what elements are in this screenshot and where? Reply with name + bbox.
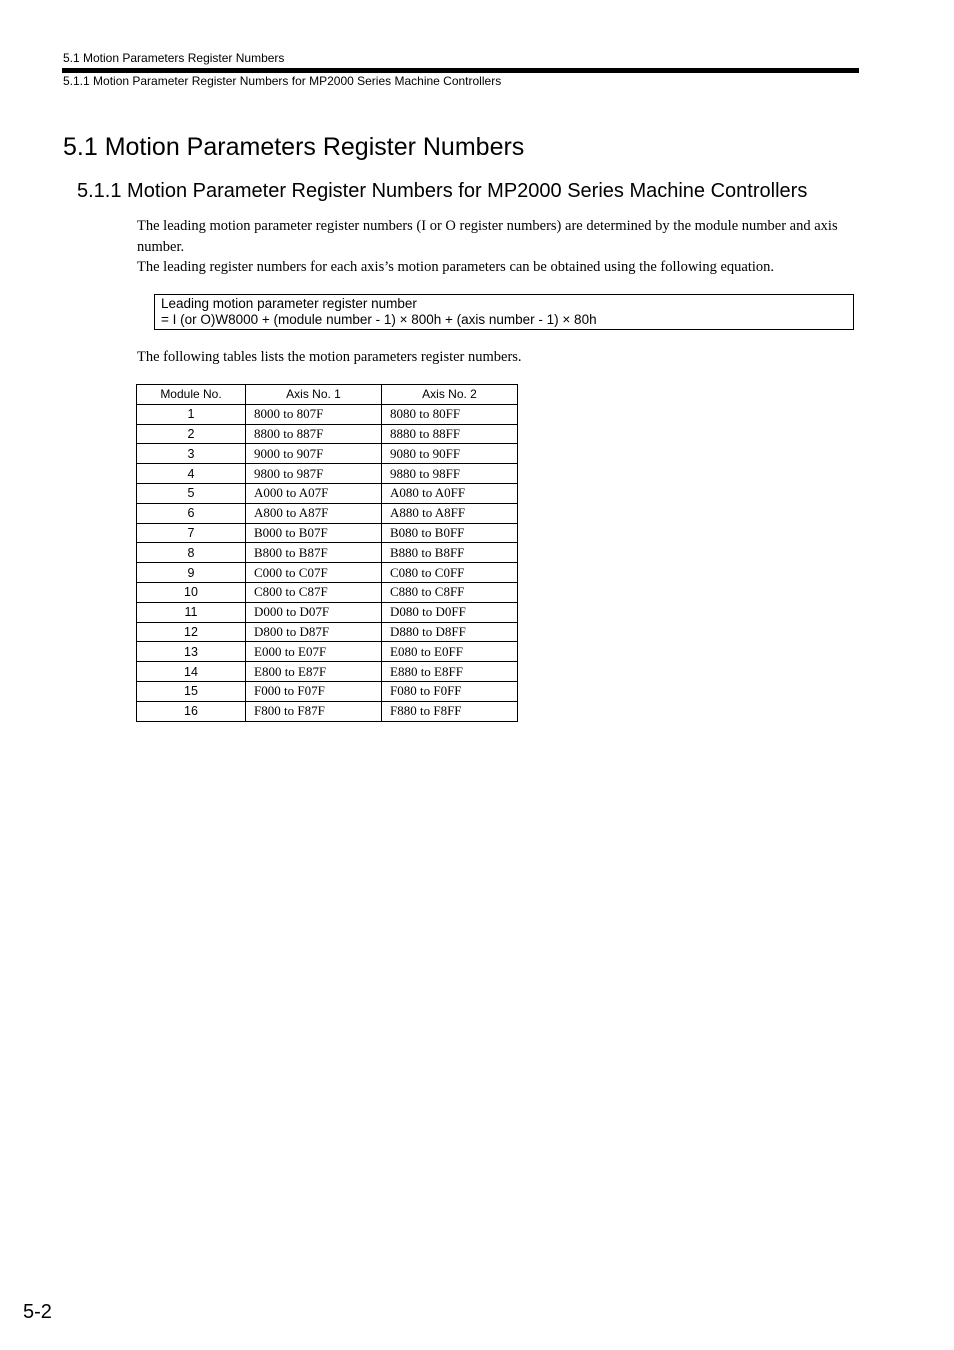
module-no-cell: 13 bbox=[137, 642, 246, 662]
table-row bbox=[137, 444, 518, 464]
register-table bbox=[136, 384, 518, 722]
axis-1-range-cell: F000 to F07F bbox=[246, 681, 382, 701]
axis-2-range-cell: E080 to E0FF bbox=[382, 642, 518, 662]
axis-2-range-cell: C080 to C0FF bbox=[382, 563, 518, 583]
equation-line-1: Leading motion parameter register number bbox=[161, 296, 417, 311]
axis-2-range-cell: C880 to C8FF bbox=[382, 582, 518, 602]
axis-2-range-cell: 9880 to 98FF bbox=[382, 464, 518, 484]
module-no-cell: 10 bbox=[137, 582, 246, 602]
header-rule bbox=[62, 68, 859, 73]
header-axis-2: Axis No. 2 bbox=[382, 385, 518, 405]
running-header-section: 5.1 Motion Parameters Register Numbers bbox=[63, 51, 285, 65]
section-heading: 5.1 Motion Parameters Register Numbers bbox=[63, 133, 525, 161]
table-row bbox=[137, 503, 518, 523]
table-row bbox=[137, 622, 518, 642]
axis-2-range-cell: F080 to F0FF bbox=[382, 681, 518, 701]
axis-1-range-cell: D000 to D07F bbox=[246, 602, 382, 622]
table-row bbox=[137, 602, 518, 622]
module-no-cell: 12 bbox=[137, 622, 246, 642]
axis-2-range-cell: A880 to A8FF bbox=[382, 503, 518, 523]
axis-1-range-cell: 9800 to 987F bbox=[246, 464, 382, 484]
module-no-cell: 16 bbox=[137, 701, 246, 721]
table-row bbox=[137, 424, 518, 444]
axis-2-range-cell: 8080 to 80FF bbox=[382, 404, 518, 424]
intro-paragraph bbox=[137, 216, 852, 278]
intro-line-2: The leading register numbers for each axis’s motion parameters can be obtained using the following equation. bbox=[137, 259, 775, 275]
axis-1-range-cell: F800 to F87F bbox=[246, 701, 382, 721]
axis-2-range-cell: A080 to A0FF bbox=[382, 483, 518, 503]
header-module-no: Module No. bbox=[137, 385, 246, 405]
table-row bbox=[137, 662, 518, 682]
equation-line-2: = I (or O)W8000 + (module number - 1) × 800h + (axis number - 1) × 80h bbox=[161, 312, 597, 327]
table-intro: The following tables lists the motion parameters register numbers. bbox=[137, 349, 522, 365]
table-row bbox=[137, 543, 518, 563]
axis-2-range-cell: B080 to B0FF bbox=[382, 523, 518, 543]
module-no-cell: 6 bbox=[137, 503, 246, 523]
axis-1-range-cell: C000 to C07F bbox=[246, 563, 382, 583]
module-no-cell: 8 bbox=[137, 543, 246, 563]
module-no-cell: 9 bbox=[137, 563, 246, 583]
running-header-subsection: 5.1.1 Motion Parameter Register Numbers for MP2000 Series Machine Controllers bbox=[63, 74, 502, 88]
axis-2-range-cell: E880 to E8FF bbox=[382, 662, 518, 682]
axis-1-range-cell: B800 to B87F bbox=[246, 543, 382, 563]
axis-1-range-cell: E000 to E07F bbox=[246, 642, 382, 662]
axis-2-range-cell: 9080 to 90FF bbox=[382, 444, 518, 464]
module-no-cell: 4 bbox=[137, 464, 246, 484]
axis-1-range-cell: 8000 to 807F bbox=[246, 404, 382, 424]
table-row bbox=[137, 404, 518, 424]
module-no-cell: 1 bbox=[137, 404, 246, 424]
axis-1-range-cell: A800 to A87F bbox=[246, 503, 382, 523]
table-row bbox=[137, 464, 518, 484]
module-no-cell: 14 bbox=[137, 662, 246, 682]
header-axis-1: Axis No. 1 bbox=[246, 385, 382, 405]
subsection-heading: 5.1.1 Motion Parameter Register Numbers for MP2000 Series Machine Controllers bbox=[77, 180, 808, 202]
module-no-cell: 3 bbox=[137, 444, 246, 464]
module-no-cell: 2 bbox=[137, 424, 246, 444]
axis-1-range-cell: B000 to B07F bbox=[246, 523, 382, 543]
axis-1-range-cell: A000 to A07F bbox=[246, 483, 382, 503]
module-no-cell: 11 bbox=[137, 602, 246, 622]
axis-1-range-cell: 9000 to 907F bbox=[246, 444, 382, 464]
axis-1-range-cell: E800 to E87F bbox=[246, 662, 382, 682]
table-row bbox=[137, 701, 518, 721]
table-header-row bbox=[137, 385, 518, 405]
module-no-cell: 15 bbox=[137, 681, 246, 701]
axis-2-range-cell: B880 to B8FF bbox=[382, 543, 518, 563]
axis-1-range-cell: C800 to C87F bbox=[246, 582, 382, 602]
axis-1-range-cell: D800 to D87F bbox=[246, 622, 382, 642]
table-row bbox=[137, 483, 518, 503]
axis-2-range-cell: D880 to D8FF bbox=[382, 622, 518, 642]
table-row bbox=[137, 582, 518, 602]
table-row bbox=[137, 523, 518, 543]
intro-line-1: The leading motion parameter register numbers (I or O register numbers) are determined by the module number and axis number. bbox=[137, 218, 838, 255]
page-number: 5-2 bbox=[23, 1301, 52, 1323]
module-no-cell: 7 bbox=[137, 523, 246, 543]
axis-1-range-cell: 8800 to 887F bbox=[246, 424, 382, 444]
module-no-cell: 5 bbox=[137, 483, 246, 503]
equation-box bbox=[154, 294, 854, 330]
axis-2-range-cell: F880 to F8FF bbox=[382, 701, 518, 721]
table-row bbox=[137, 681, 518, 701]
axis-2-range-cell: 8880 to 88FF bbox=[382, 424, 518, 444]
table-row bbox=[137, 563, 518, 583]
axis-2-range-cell: D080 to D0FF bbox=[382, 602, 518, 622]
table-row bbox=[137, 642, 518, 662]
